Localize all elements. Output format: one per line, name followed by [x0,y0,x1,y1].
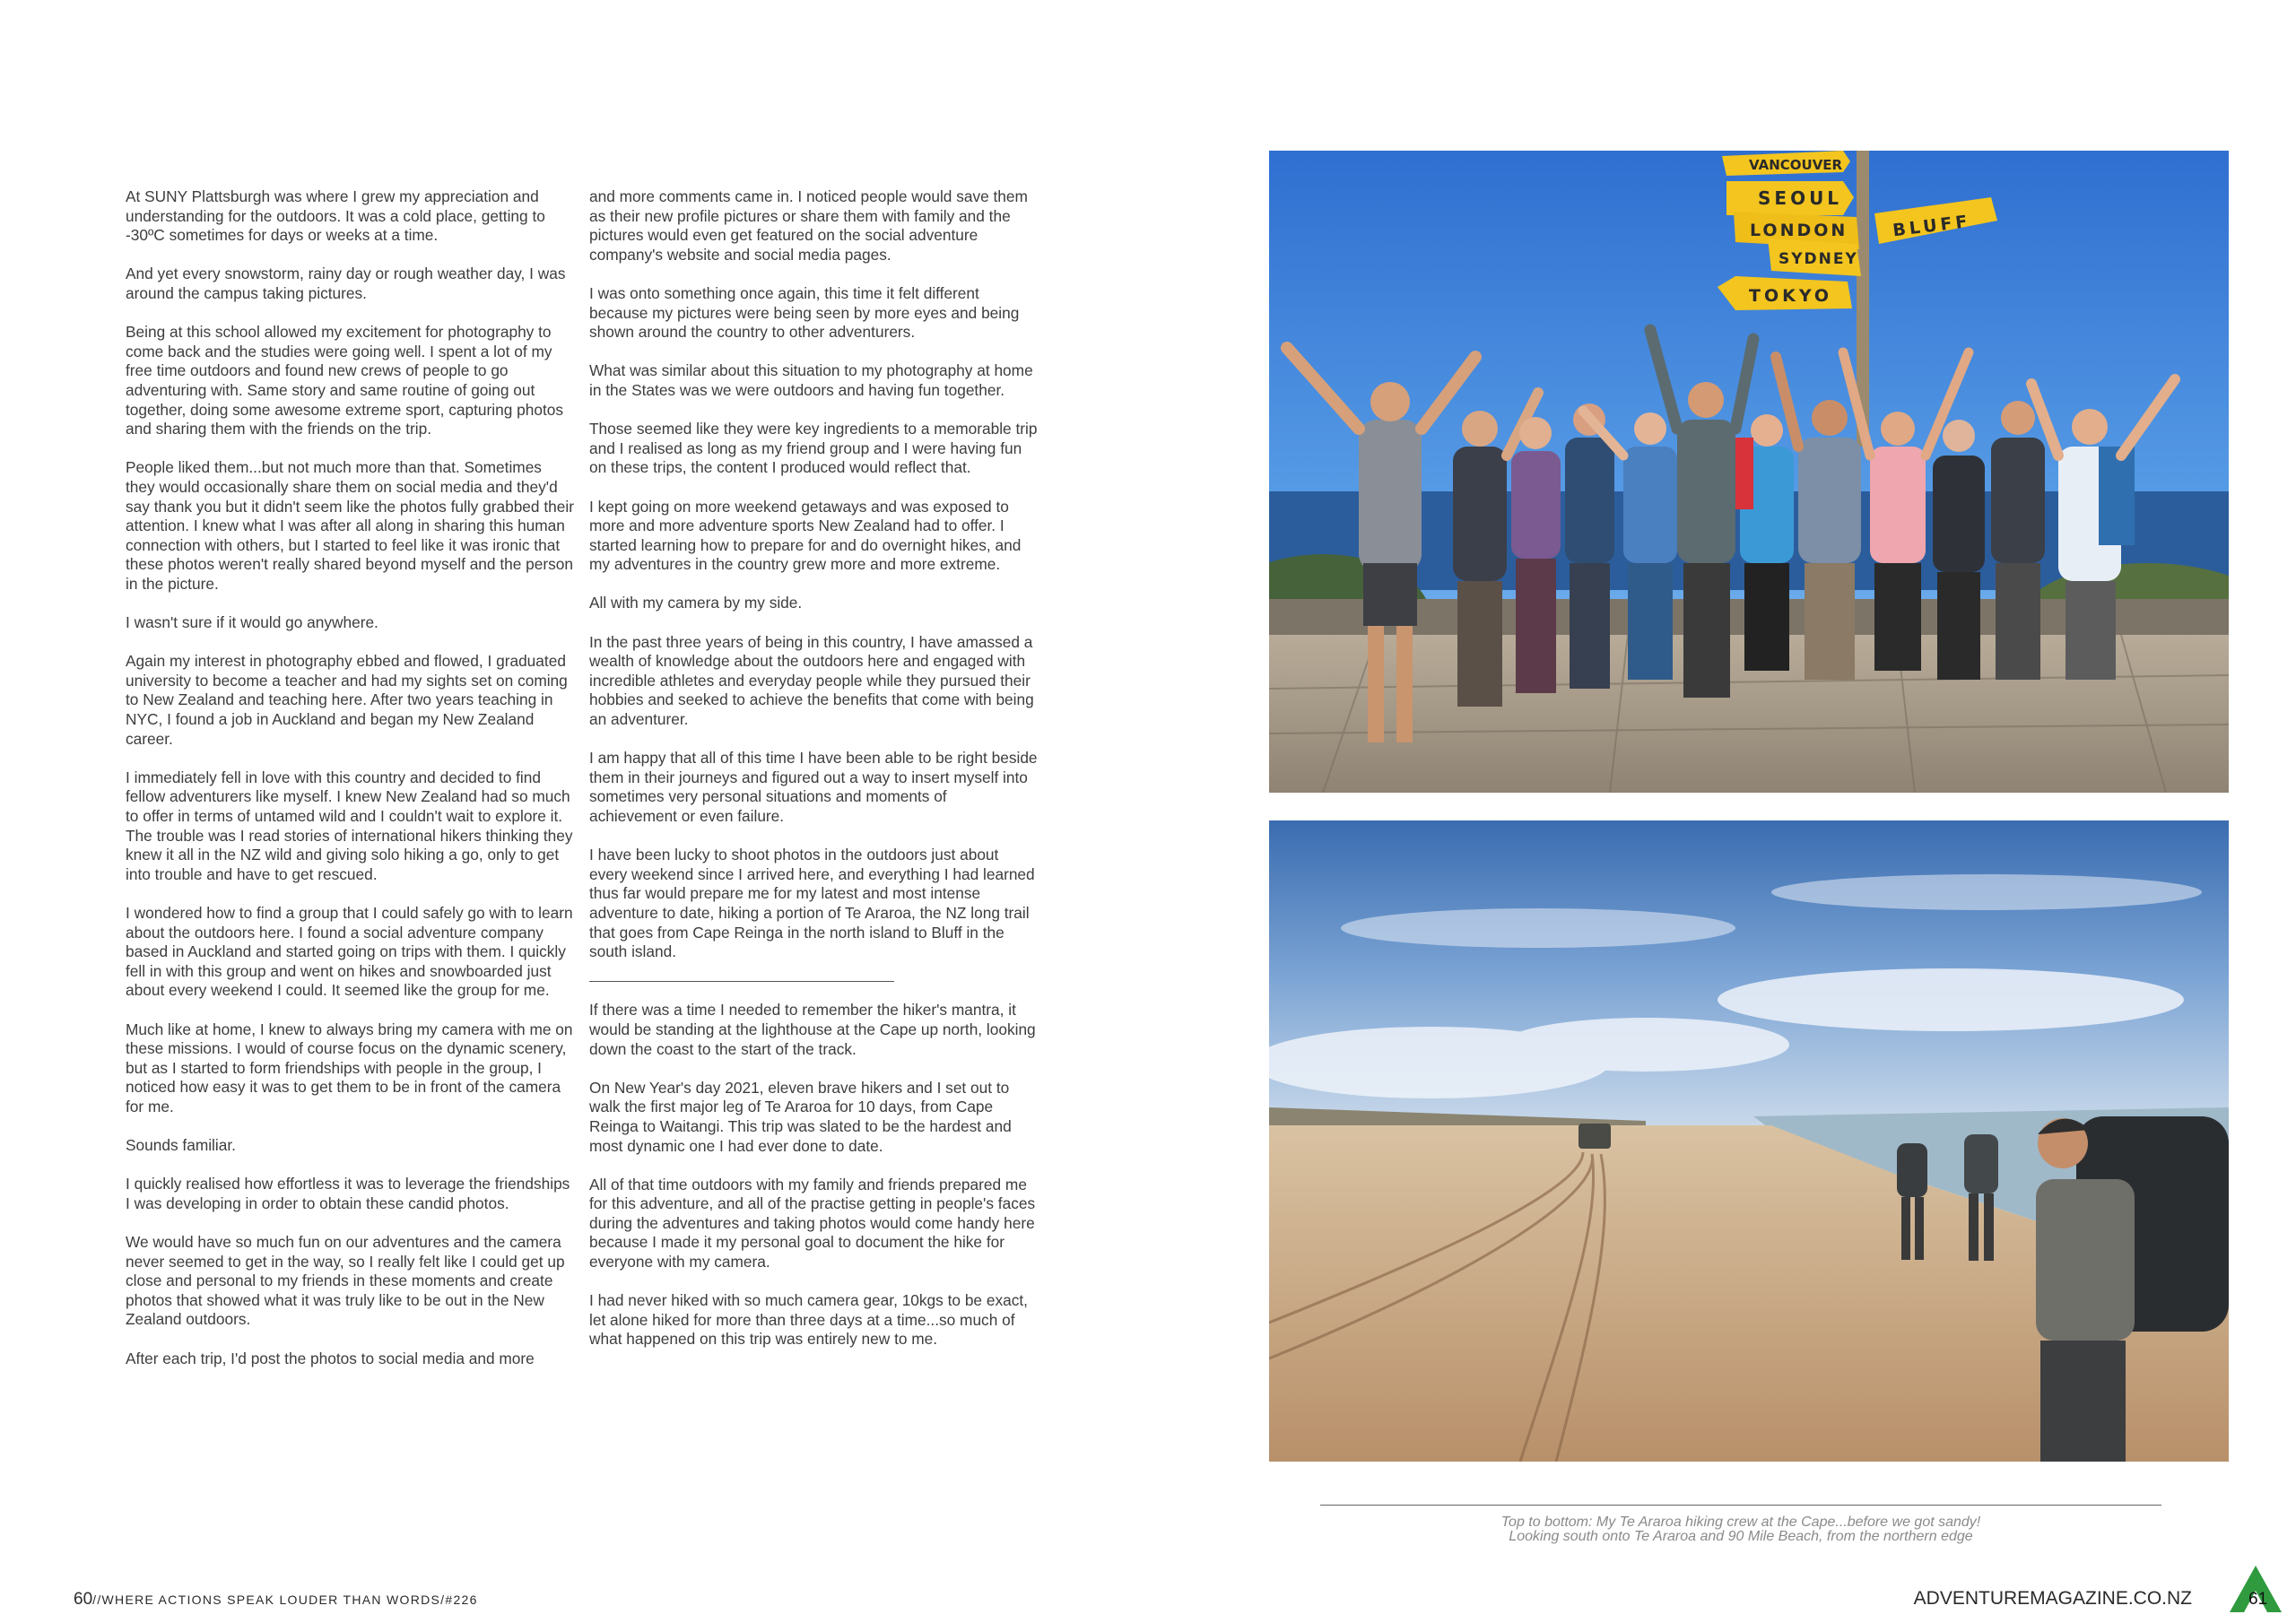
sign-seoul: SEOUL [1758,187,1843,209]
footer-tagline: //WHERE ACTIONS SPEAK LOUDER THAN WORDS/#226 [92,1593,478,1607]
paragraph: I immediately fell in love with this country and decided to find fellow adventurers like myself. I knew New Zealand had so much to offer in terms of untamed wild and I couldn't wait to explore it. The trouble was I read stories of international hikers thinking they knew it all in the NZ wild and giving solo hiking a go, only to get into trouble and have to get rescued. [126,768,573,883]
group-photo-cape-reinga [1269,151,2229,793]
paragraph: and more comments came in. I noticed people would save them as their new profile pictures or share them with family and the pictures would even get featured on the social adventure company's website and social media pages. [589,187,1028,264]
paragraph: People liked them...but not much more than that. Sometimes they would occasionally share them on social media and they'd say thank you but it didn't seem like the photos fully grabbed their attention. I knew what I was after all along in sharing this human connection with others, but I started to feel like it was ironic that these photos weren't really shared beyond myself and the person in the picture. [126,458,574,593]
paragraph: I wasn't sure if it would go anywhere. [126,613,378,632]
sign-bluff: BLUFF [1892,211,1972,241]
paragraph: I have been lucky to shoot photos in the outdoors just about every weekend since I arrived here, and everything I had learned thus far would prepare me for my latest and most intense adventure to date, hiking a portion of Te Araroa, the NZ long trail that goes from Cape Reinga in the north island to Bluff in the south island. [589,846,1035,961]
paragraph: Being at this school allowed my excitement for photography to come back and the studies were going well. I spent a lot of my free time outdoors and found new crews of people to go adventuring with. Same story and same routine of going out together, doing some awesome extreme sport, capturing photos and sharing them with the friends on the trip. [126,323,563,438]
footer-site-url: ADVENTUREMAGAZINE.CO.NZ [1913,1588,2192,1609]
paragraph: On New Year's day 2021, eleven brave hikers and I set out to walk the first major leg of Te Araroa for 10 days, from Cape Reinga to Waitangi. This trip was slated to be the hardest and most dynamic one I had ever done to date. [589,1078,1012,1155]
paragraph: I had never hiked with so much camera gear, 10kgs to be exact, let alone hiked for more than three days at a time...so much of what happened on this trip was entirely new to me. [589,1291,1028,1349]
photo-caption [1320,1515,2161,1544]
paragraph: I quickly realised how effortless it was to leverage the friendships I was developing in order to obtain these candid photos. [126,1175,570,1212]
paragraph: I was onto something once again, this time it felt different because my pictures were being seen by more eyes and being shown around the country to other adventurers. [589,283,1020,342]
beach-photo-90-mile-beach [1269,820,2229,1462]
paragraph: After each trip, I'd post the photos to social media and more [126,1349,535,1367]
beach-photo-illustration [1269,820,2229,1462]
article-column-1 [126,187,574,1388]
paragraph: I kept going on more weekend getaways and was exposed to more and more adventure sports New Zealand had to offer. I started learning how to prepare for and do overnight hikes, and my adventures in the country grew more and more extreme. [589,497,1022,574]
group-photo-illustration [1269,151,2229,793]
sign-vancouver: VANCOUVER [1749,157,1843,173]
paragraph: In the past three years of being in this country, I have amassed a wealth of knowledge about the outdoors here and engaged with incredible athletes and everyday people while they pursued their hobbies and seeked to achieve the benefits that come with being an adventurer. [589,632,1034,729]
sign-sydney: SYDNEY [1779,250,1858,268]
caption-divider [1320,1505,2161,1506]
caption-line-1: Top to bottom: My Te Araroa hiking crew at the Cape...before we got sandy! [1500,1515,1981,1530]
paragraph: All with my camera by my side. [589,594,803,612]
paragraph: Sounds familiar. [126,1136,236,1155]
caption-line-2: Looking south onto Te Araroa and 90 Mile Beach, from the northern edge [1509,1529,1973,1544]
paragraph: What was similar about this situation to my photography at home in the States was we were outdoors and having fun together. [589,361,1033,399]
article-column-2 [589,187,1038,1369]
paragraph: Again my interest in photography ebbed and flowed, I graduated university to become a teacher and had my sights set on coming to New Zealand and teaching here. After two years teaching in NYC, I found a job in Auckland and began my New Zealand career. [126,652,568,748]
paragraph: All of that time outdoors with my family and friends prepared me for this adventure, and all of the practise getting in people's faces during the adventures and taking photos would come handy here because I made it my personal goal to document the hike for everyone with my camera. [589,1175,1036,1271]
page-number-right: 61 [2248,1590,2268,1609]
paragraph: If there was a time I needed to remember the hiker's mantra, it would be standing at the lighthouse at the Cape up north, looking down the coast to the start of the track. [589,1001,1036,1058]
section-divider [589,981,894,982]
sign-london: LONDON [1750,221,1848,240]
paragraph: Much like at home, I knew to always bring my camera with me on these missions. I would of course focus on the dynamic scenery, but as I started to form friendships with people in the group, I noticed how easy it was to get them to be in front of the camera for me. [126,1020,573,1115]
paragraph: Those seemed like they were key ingredients to a memorable trip and I realised as long as my friend group and I were having fun on these trips, the content I produced would reflect that. [589,420,1038,477]
footer-left [74,1590,478,1610]
paragraph: And yet every snowstorm, rainy day or rough weather day, I was around the campus taking pictures. [126,265,566,302]
sign-tokyo: TOKYO [1749,286,1833,306]
page-number-left: 60 [74,1590,93,1609]
paragraph: We would have so much fun on our adventures and the camera never seemed to get in the way, so I really felt like I could get up close and personal to my friends in these moments and create photos that showed what it was truly like to be out in the New Zealand outdoors. [126,1233,565,1329]
paragraph: I am happy that all of this time I have been able to be right beside them in their journeys and figured out a way to insert myself into sometimes very personal situations and moments of achievement or even failure. [589,749,1038,825]
paragraph: At SUNY Plattsburgh was where I grew my appreciation and understanding for the outdoors. It was a cold place, getting to -30ºC sometimes for days or weeks at a time. [126,187,545,245]
paragraph: I wondered how to find a group that I could safely go with to learn about the outdoors here. I found a social adventure company based in Auckland and started going on trips with them. I quickly fell in with this group and went on hikes and snowboarded just about every weekend I could. It seemed like the group for me. [126,903,573,1000]
